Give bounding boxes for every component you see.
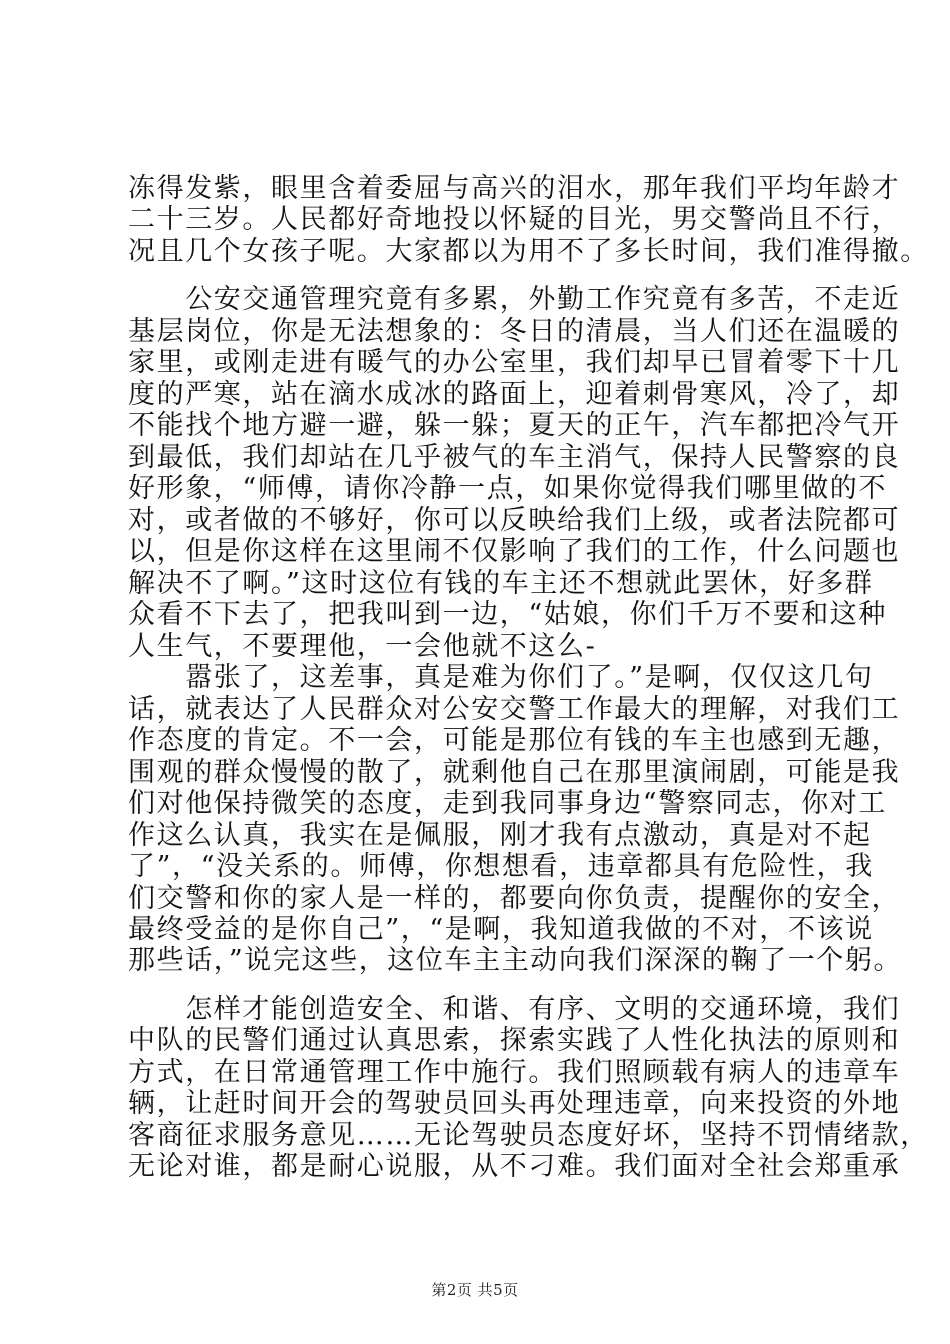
text-line: 冻得发紫，眼里含着委屈与高兴的泪水，那年我们平均年龄才 xyxy=(128,173,901,204)
text-line: 们交警和你的家人是一样的，都要向你负责，提醒你的安全， xyxy=(128,882,901,914)
page-number-footer: 第2页 共5页 xyxy=(431,1281,519,1299)
text-line: 况且几个女孩子呢。大家都以为用不了多长时间，我们准得撤。 xyxy=(128,235,929,267)
text-line: 那些话，”说完这些，这位车主主动向我们深深的鞠了一个躬。 xyxy=(128,945,903,977)
text-line: 了”，“没关系的。师傅，你想想看，违章都具有危险性，我 xyxy=(128,851,874,883)
text-line: 基层岗位，你是无法想象的：冬日的清晨，当人们还在温暖的 xyxy=(128,315,901,347)
text-line: 家里，或刚走进有暖气的办公室里，我们却早已冒着零下十几 xyxy=(128,347,901,379)
text-line: 众看不下去了，把我叫到一边，“姑娘，你们千万不要和这种 xyxy=(128,599,888,631)
text-line: 解决不了啊。”这时这位有钱的车主还不想就此罢休，好多群 xyxy=(128,567,874,599)
text-line: 辆，让赶时间开会的驾驶员回头再处理违章，向来投资的外地 xyxy=(128,1088,901,1120)
text-line: 们对他保持微笑的态度，走到我同事身边“警察同志，你对工 xyxy=(128,788,888,820)
text-line: 话，就表达了人民群众对公安交警工作最大的理解，对我们工 xyxy=(128,693,901,725)
text-line: 二十三岁。人民都好奇地投以怀疑的目光，男交警尚且不行， xyxy=(128,204,901,236)
text-line: 嚣张了，这差事，真是难为你们了。”是啊，仅仅这几句 xyxy=(128,662,874,694)
text-line: 作态度的肯定。不一会，可能是那位有钱的车主也感到无趣， xyxy=(128,725,901,757)
text-line: 公安交通管理究竟有多累，外勤工作究竟有多苦，不走近 xyxy=(128,284,901,316)
text-line: 无论对谁，都是耐心说服，从不刁难。我们面对全社会郑重承 xyxy=(128,1151,901,1183)
text-line: 方式，在日常通管理工作中施行。我们照顾载有病人的违章车 xyxy=(128,1056,901,1088)
text-line: 好形象，“师傅，请你冷静一点，如果你觉得我们哪里做的不 xyxy=(128,473,888,505)
text-line: 以，但是你这样在这里闹不仅影响了我们的工作，什么问题也 xyxy=(128,536,901,568)
text-line: 对，或者做的不够好，你可以反映给我们上级，或者法院都可 xyxy=(128,504,901,536)
text-line: 围观的群众慢慢的散了，就剩他自己在那里演闹剧，可能是我 xyxy=(128,756,901,788)
text-line: 中队的民警们通过认真思索，探索实践了人性化执法的原则和 xyxy=(128,1025,901,1057)
text-line: 客商征求服务意见……无论驾驶员态度好坏，坚持不罚情绪款， xyxy=(128,1119,929,1151)
text-line: 人生气，不要理他，一会他就不这么- xyxy=(128,630,597,662)
text-line: 到最低，我们却站在几乎被气的车主消气，保持人民警察的良 xyxy=(128,441,901,473)
text-line: 度的严寒，站在滴水成冰的路面上，迎着刺骨寒风，冷了，却 xyxy=(128,378,901,410)
text-line: 作这么认真，我实在是佩服，刚才我有点激动，真是对不起 xyxy=(128,819,872,851)
text-line: 最终受益的是你自己”，“是啊，我知道我做的不对，不该说 xyxy=(128,914,874,945)
text-line: 不能找个地方避一避，躲一躲；夏天的正午，汽车都把冷气开 xyxy=(128,410,901,442)
text-line: 怎样才能创造安全、和谐、有序、文明的交通环境，我们 xyxy=(128,993,901,1025)
